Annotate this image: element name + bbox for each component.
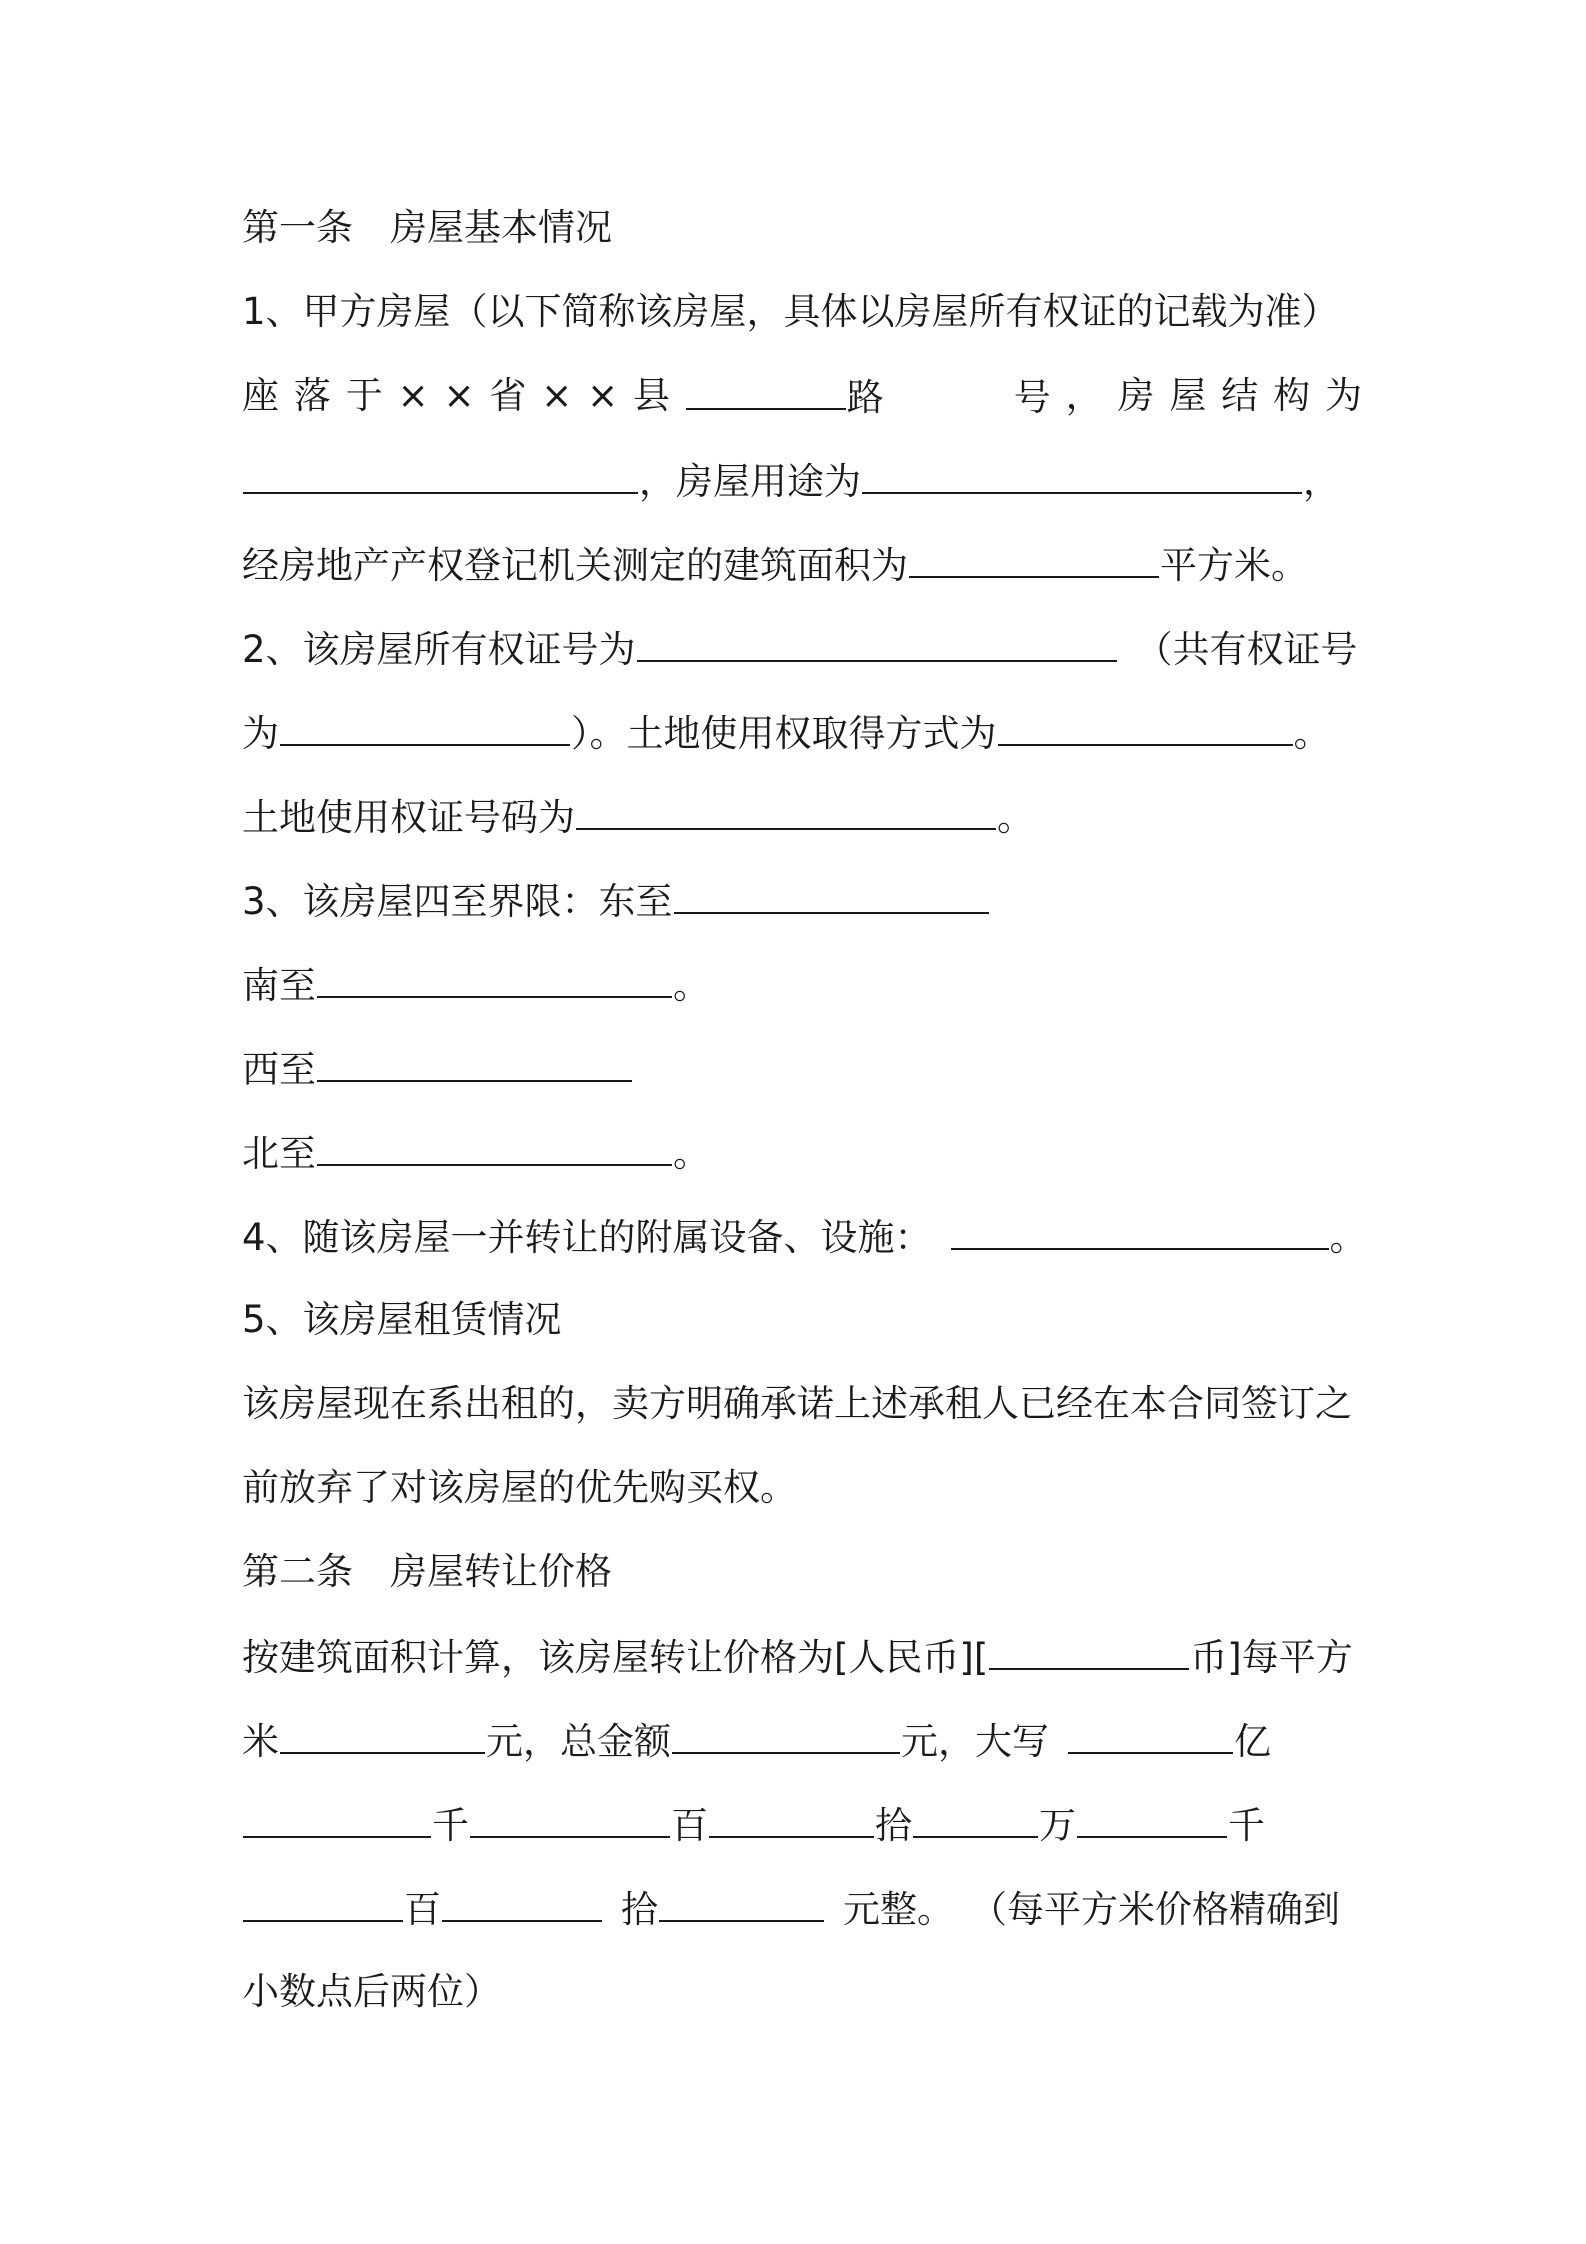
clause-1-structure-line <box>242 450 1362 510</box>
facilities-blank <box>951 1206 1329 1250</box>
shi2-blank <box>442 1878 602 1922</box>
unit-bai: 百 <box>671 1804 708 1847</box>
text-char: × <box>443 374 475 417</box>
text-char: 落 <box>293 374 331 417</box>
text-char: × <box>397 374 429 417</box>
clause-3-east <box>242 870 1362 930</box>
text-char: × <box>541 374 573 417</box>
clause-3-south <box>242 954 1362 1014</box>
clause-3-west <box>242 1038 1362 1098</box>
west-blank <box>317 1038 632 1082</box>
land-method-blank <box>998 702 1293 746</box>
price-line-3 <box>242 1794 1362 1854</box>
yi-blank <box>1068 1710 1233 1754</box>
punct: ， <box>1303 460 1340 503</box>
road-blank <box>686 366 846 410</box>
text-char: 于 <box>345 374 383 417</box>
currency-blank <box>989 1626 1189 1670</box>
precision-note-end: 小数点后两位） <box>242 1970 501 2013</box>
yuan-blank <box>659 1878 824 1922</box>
price-line-4 <box>242 1878 1362 1938</box>
unit-shi: 拾 <box>875 1804 912 1847</box>
text-char: 为 <box>1324 374 1362 417</box>
clause-5-heading: 5、该房屋租赁情况 <box>242 1298 562 1341</box>
unit-shi-2: 拾 <box>621 1888 658 1931</box>
punct: 。 <box>1329 1216 1367 1259</box>
boundary-west-label: 西至 <box>242 1048 316 1091</box>
text-char: ， <box>1065 374 1103 417</box>
cert-blank <box>637 618 1117 662</box>
unit-wan: 万 <box>1039 1804 1076 1847</box>
area-blank <box>909 534 1159 578</box>
price-line-2 <box>242 1710 1362 1770</box>
article-2-heading: 第二条 房屋转让价格 <box>242 1550 612 1593</box>
east-blank <box>674 870 989 914</box>
land-cert-label: 土地使用权证号码为 <box>242 796 575 839</box>
clause-2-line-3 <box>242 786 1362 846</box>
clause-4-line <box>242 1206 1367 1266</box>
text-road: 路 <box>846 376 884 419</box>
wan-blank <box>913 1794 1038 1838</box>
clause-1-location-line <box>242 366 1362 426</box>
clause-3-north <box>242 1122 1362 1182</box>
area-unit: 平方米。 <box>1160 544 1308 587</box>
total-blank <box>672 1710 900 1754</box>
usage-label: ，房屋用途为 <box>639 460 861 503</box>
text-char: 县 <box>632 374 670 417</box>
south-blank <box>317 954 672 998</box>
clause-2-line-1 <box>242 618 1362 678</box>
price-unit-label: 币]每平方 <box>1190 1636 1353 1679</box>
north-blank <box>317 1122 672 1166</box>
text-char: 省 <box>489 374 527 417</box>
qian2-blank <box>1077 1794 1227 1838</box>
text-char: 座 <box>242 374 279 417</box>
precision-note: （每平方米价格精确到 <box>970 1888 1340 1931</box>
bai2-blank <box>243 1878 403 1922</box>
cert-label: 2、该房屋所有权证号为 <box>242 628 636 671</box>
facilities-label: 4、随该房屋一并转让的附属设备、设施： <box>242 1216 932 1259</box>
text-char: × <box>587 374 619 417</box>
unit-yuan: 元整。 <box>843 1888 954 1931</box>
text-number: 号 <box>1013 376 1051 419</box>
unit-bai-2: 百 <box>404 1888 441 1931</box>
co-cert-blank <box>280 702 570 746</box>
structure-blank <box>243 450 638 494</box>
boundary-east-label: 3、该房屋四至界限：东至 <box>242 880 673 923</box>
article-1-heading: 第一条 房屋基本情况 <box>242 206 612 249</box>
unit-qian: 千 <box>432 1804 469 1847</box>
shi-blank <box>709 1794 874 1838</box>
clause-5-text-1: 该房屋现在系出租的，卖方明确承诺上述承租人已经在本合同签订之 <box>242 1382 1352 1425</box>
punct: 。 <box>673 1132 710 1175</box>
clause-2-line-2 <box>242 702 1362 762</box>
area-label: 经房地产产权登记机关测定的建筑面积为 <box>242 544 908 587</box>
total-label: 元，总金额 <box>486 1720 671 1763</box>
boundary-south-label: 南至 <box>242 964 316 1007</box>
text-char: 屋 <box>1169 374 1207 417</box>
co-cert-label: （共有权证号 <box>1135 628 1358 671</box>
land-method-label: ）。土地使用权取得方式为 <box>571 712 997 755</box>
text-char: 房 <box>1117 374 1155 417</box>
clause-1-area-line <box>242 534 1362 594</box>
text-wei: 为 <box>242 712 279 755</box>
qian-blank <box>243 1794 431 1838</box>
usage-blank <box>862 450 1302 494</box>
text-char: 结 <box>1221 374 1259 417</box>
price-label: 按建筑面积计算，该房屋转让价格为[人民币][ <box>242 1636 989 1679</box>
capital-label: 元，大写 <box>901 1720 1049 1763</box>
unit-yi: 亿 <box>1234 1720 1271 1763</box>
clause-5-text-2: 前放弃了对该房屋的优先购买权。 <box>242 1466 797 1509</box>
price-line-1 <box>242 1626 1362 1686</box>
text-char: 构 <box>1273 374 1311 417</box>
text-mi: 米 <box>242 1720 279 1763</box>
unit-price-blank <box>280 1710 485 1754</box>
punct: 。 <box>1293 712 1331 755</box>
clause-1-text: 1、甲方房屋（以下简称该房屋，具体以房屋所有权证的记载为准） <box>242 290 1339 333</box>
punct: 。 <box>673 964 710 1007</box>
bai-blank <box>470 1794 670 1838</box>
punct: 。 <box>997 796 1034 839</box>
boundary-north-label: 北至 <box>242 1132 316 1175</box>
unit-qian-2: 千 <box>1228 1804 1265 1847</box>
land-cert-blank <box>576 786 996 830</box>
